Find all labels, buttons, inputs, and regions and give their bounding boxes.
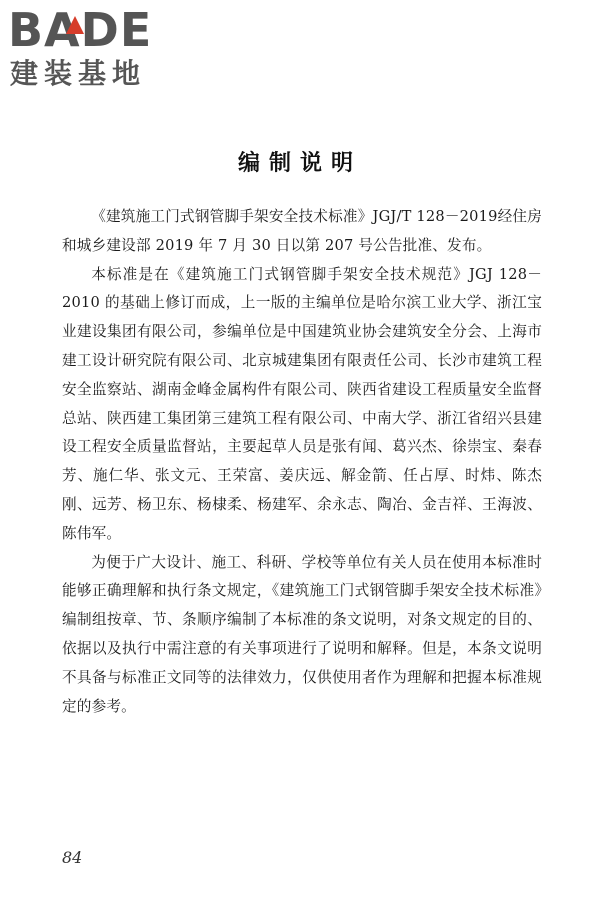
logo-accent-triangle-icon <box>66 16 84 34</box>
paragraph-revision-history: 本标准是在《建筑施工门式钢管脚手架安全技术规范》JGJ 128－2010 的基础上修订而成，上一版的主编单位是哈尔滨工业大学、浙江宝业建设集团有限公司，参编单位是中国建筑业协会建筑安全分会、上海市建工设计研究院有限公司、北京城建集团有限责任公司、长沙市建筑工程安全监察站、湖南金峰金属构件有限公司、陕西省建设工程质量安全监督总站、陕西建工集团第三建筑工程有限公司、中南大学、浙江省绍兴县建设工程安全质量监督站，主要起草人员是张有闻、葛兴杰、徐崇宝、秦春芳、施仁华、张文元、王荣富、姜庆远、解金箭、任占厚、时炜、陈杰刚、远芳、杨卫东、杨棣柔、杨建军、余永志、陶冶、金吉祥、王海波、陈伟军。 <box>62 265 542 542</box>
paragraph-approval: 《建筑施工门式钢管脚手架安全技术标准》JGJ/T 128－2019经住房和城乡建设部 2019 年 7 月 30 日以第 207 号公告批准、发布。 <box>62 208 542 254</box>
logo-subtitle: 建装基地 <box>10 57 147 90</box>
page-title: 编制说明 <box>237 151 362 176</box>
logo-wordmark: BADE <box>8 3 153 57</box>
body-text <box>62 203 542 721</box>
paragraph-purpose: 为便于广大设计、施工、科研、学校等单位有关人员在使用本标准时能够正确理解和执行条文规定，《建筑施工门式钢管脚手架安全技术标准》编制组按章、节、条顺序编制了本标准的条文说明，对条文规定的目的、依据以及执行中需注意的有关事项进行了说明和解释。但是，本条文说明不具备与标准正文同等的法律效力，仅供使用者作为理解和把握本标准规定的参考。 <box>62 553 542 715</box>
brand-logo <box>8 4 178 92</box>
page-number: 84 <box>62 848 83 867</box>
